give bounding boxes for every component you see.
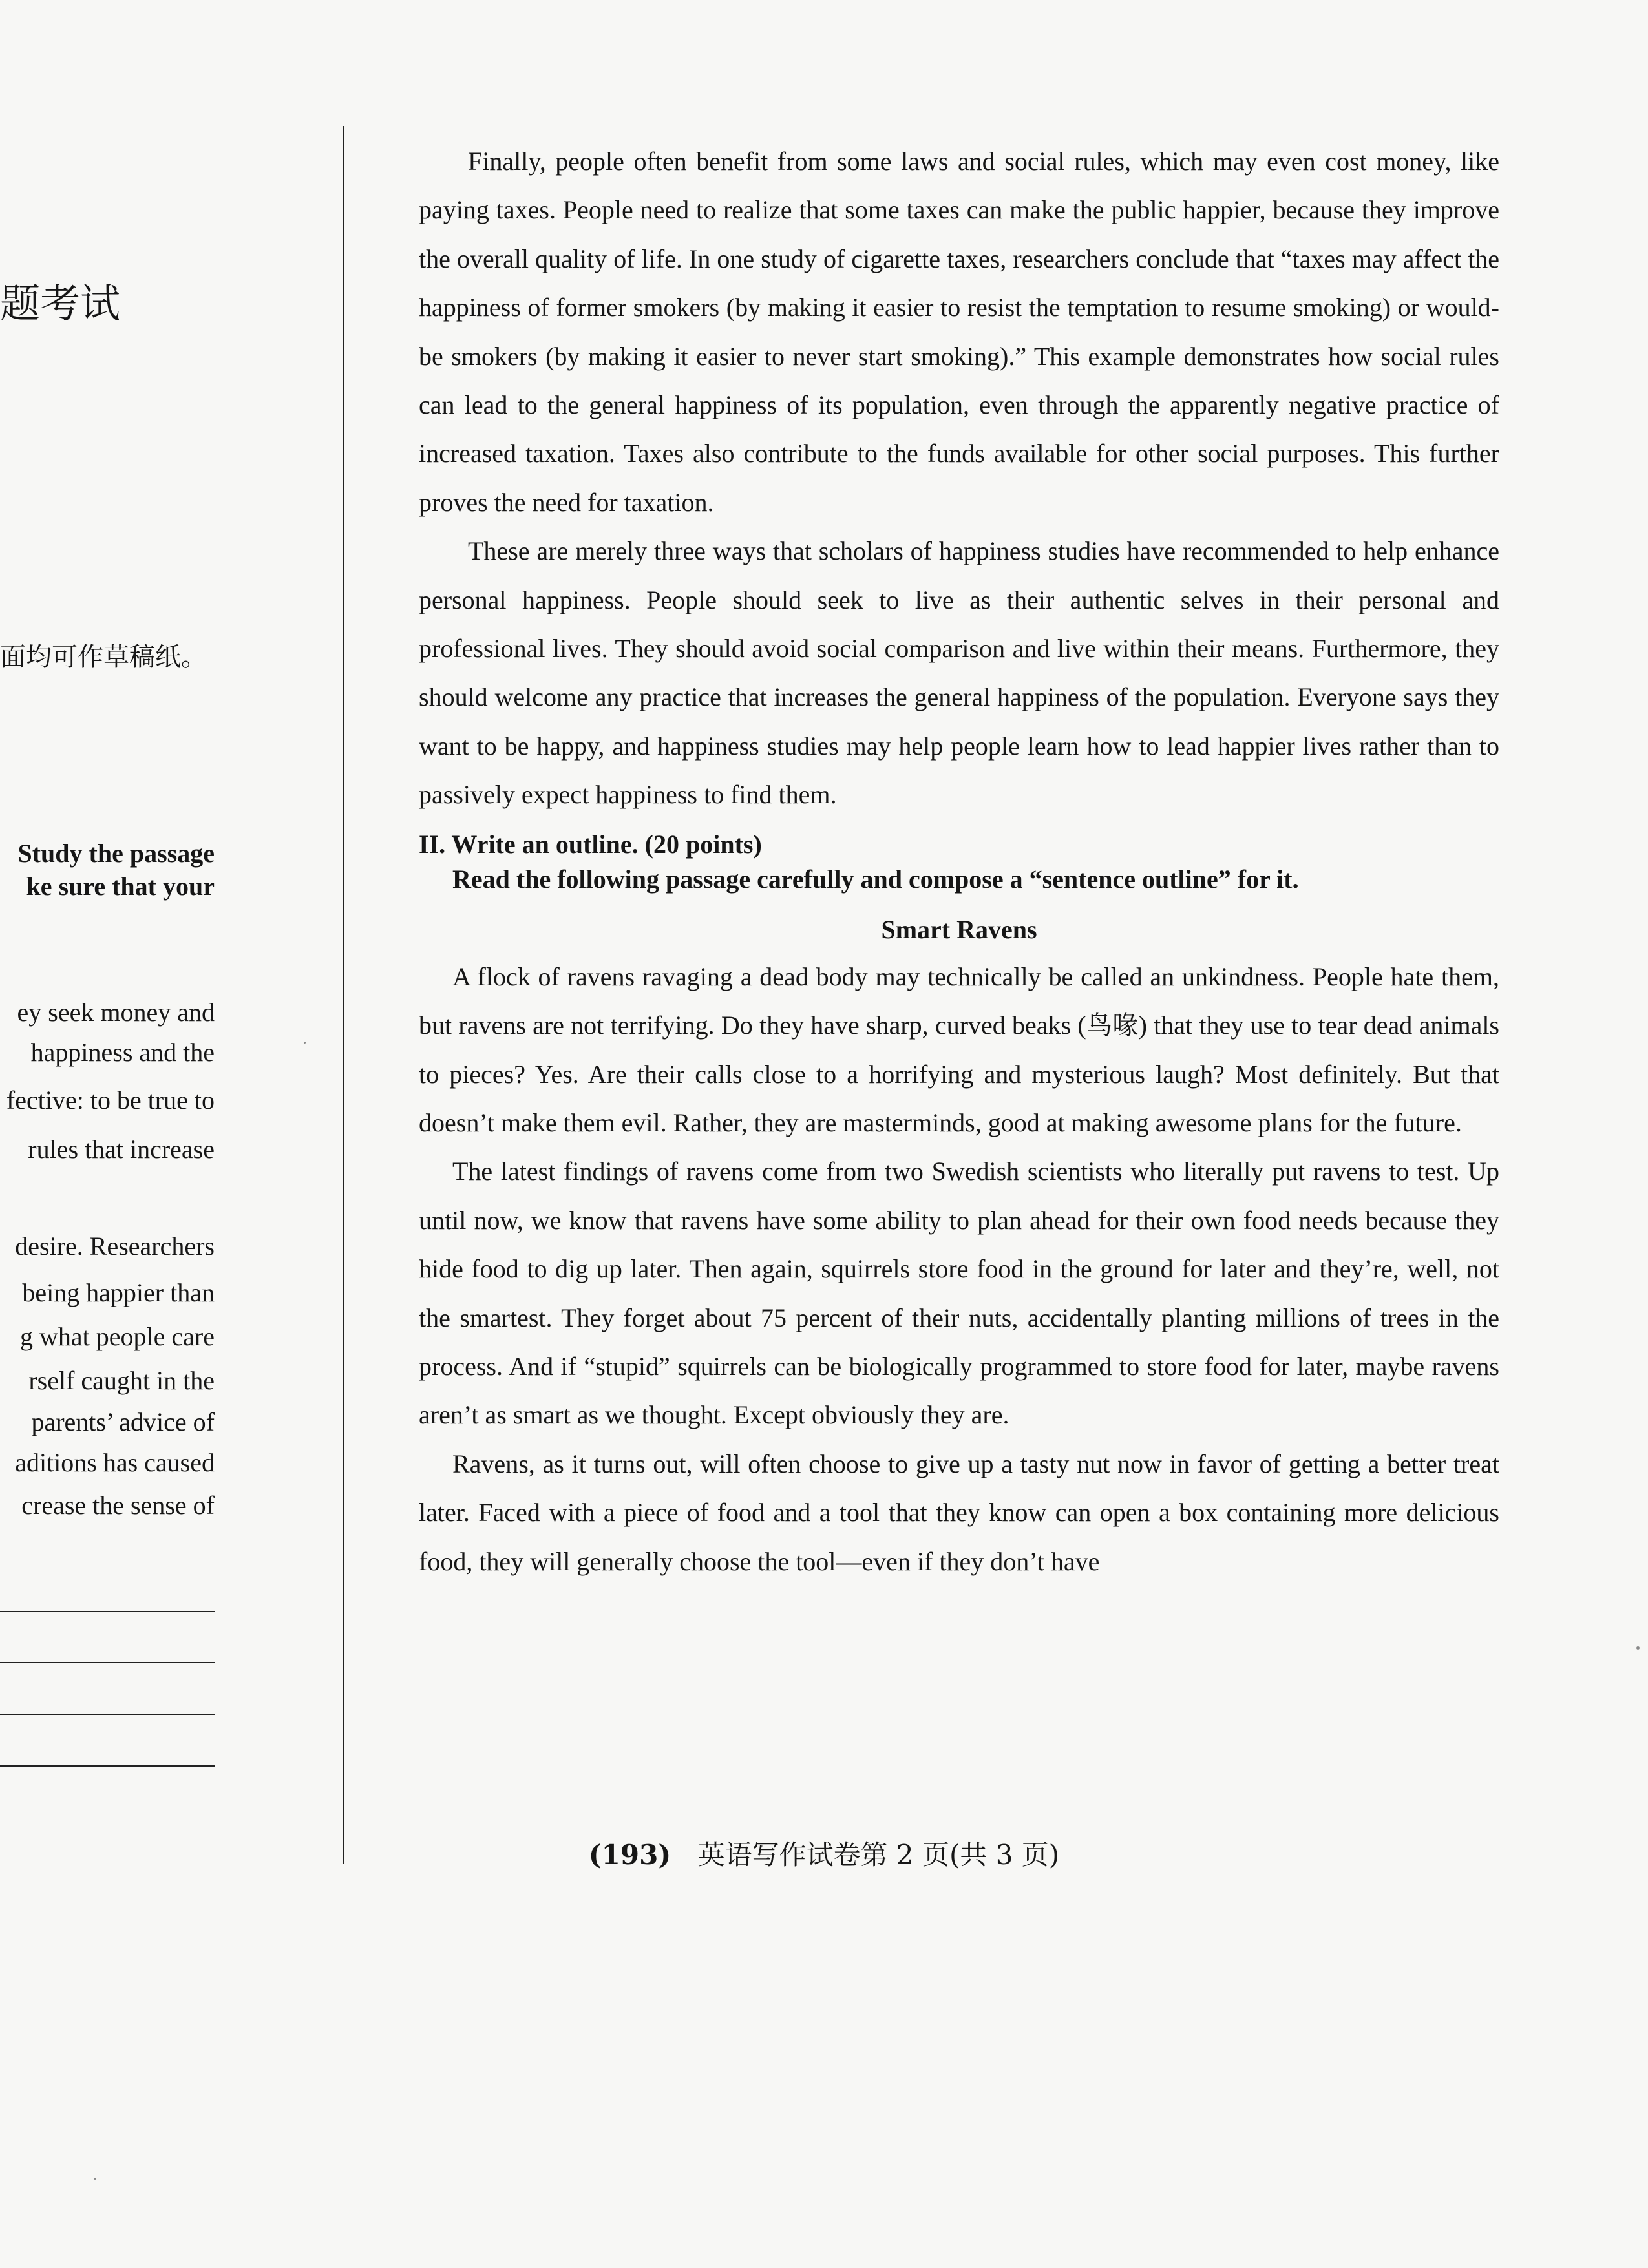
left-bold-line: Study the passage bbox=[17, 839, 215, 868]
page-footer bbox=[0, 1834, 1648, 1873]
left-line: ey seek money and bbox=[17, 998, 215, 1027]
left-title-fragment: 题考试 bbox=[0, 280, 121, 327]
left-line: being happier than bbox=[22, 1278, 215, 1307]
left-line: fective: to be true to bbox=[6, 1086, 215, 1115]
footer-text: 英语写作试卷第 2 页(共 3 页) bbox=[697, 1839, 1060, 1871]
column-divider bbox=[343, 126, 344, 1864]
section-instruction: Read the following passage carefully and compose a “sentence outline” for it. bbox=[452, 864, 1299, 894]
passage-title: Smart Ravens bbox=[881, 914, 1037, 944]
scan-speck bbox=[304, 1042, 306, 1044]
answer-line bbox=[0, 1662, 215, 1663]
left-line: happiness and the bbox=[30, 1038, 215, 1067]
left-bold-line: ke sure that your bbox=[26, 872, 215, 901]
scan-speck bbox=[94, 2178, 96, 2180]
section-heading: II. Write an outline. (20 points) bbox=[419, 829, 762, 859]
page-code: (193) bbox=[588, 1839, 671, 1871]
left-line: desire. Researchers bbox=[15, 1232, 215, 1261]
left-line: rself caught in the bbox=[28, 1366, 215, 1395]
left-line: rules that increase bbox=[28, 1135, 215, 1164]
left-line: g what people care bbox=[20, 1322, 215, 1351]
answer-line bbox=[0, 1765, 215, 1767]
left-line: aditions has caused bbox=[15, 1448, 215, 1477]
main-column bbox=[419, 137, 1499, 1586]
paragraph: These are merely three ways that scholars of happiness studies have recommended to help enhance personal happiness. People should seek to live as their authentic selves in their personal and professional lives. They should avoid social comparison and live within their means. Furthermore, they should welcome any practice that increases the general happiness of the population. Everyone says they want to be happy, and happiness studies may help people learn how to lead happier lives rather than to passively expect happiness to find them. bbox=[419, 536, 1499, 810]
left-line: parents’ advice of bbox=[31, 1407, 215, 1436]
paragraph: Ravens, as it turns out, will often choose to give up a tasty nut now in favor of getting a better treat later. Faced with a piece of food and a tool that they know can open a box containing more delicious food, they will generally choose the tool—even if they don’t have bbox=[419, 1449, 1499, 1576]
answer-line bbox=[0, 1611, 215, 1612]
left-line: crease the sense of bbox=[21, 1491, 215, 1520]
left-draft-note: 面均可作草稿纸。 bbox=[0, 642, 207, 672]
paragraph: Finally, people often benefit from some laws and social rules, which may even cost money, like paying taxes. People need to realize that some taxes can make the public happier, because they improve the overall quality of life. In one study of cigarette taxes, researchers conclude that “taxes may affect the happiness of former smokers (by making it easier to resist the temptation to resume smoking) or would-be smokers (by making it easier to never start smoking).” This example demonstrates how social rules can lead to the general happiness of its population, even through the apparently negative practice of increased taxation. Taxes also contribute to the funds available for other social purposes. This further proves the need for taxation. bbox=[419, 147, 1499, 517]
answer-line bbox=[0, 1714, 215, 1715]
paragraph: The latest findings of ravens come from two Swedish scientists who literally put ravens to test. Up until now, we know that ravens have some ability to plan ahead for their own food needs because they hide food to dig up later. Then again, squirrels store food in the ground for later and they’re, well, not the smartest. They forget about 75 percent of their nuts, accidentally planting millions of trees in the process. And if “stupid” squirrels can be biologically programmed to store food for later, maybe ravens aren’t as smart as we thought. Except obviously they are. bbox=[419, 1157, 1499, 1430]
paragraph: A flock of ravens ravaging a dead body may technically be called an unkindness. People hate them, but ravens are not terrifying. Do they have sharp, curved beaks (鸟喙) that they use to tear dead animals to pieces? Yes. Are their calls close to a horrifying and mysterious laugh? Most definitely. But that doesn’t make them evil. Rather, they are masterminds, good at making awesome plans for the future. bbox=[419, 961, 1499, 1137]
scan-speck bbox=[1636, 1646, 1640, 1650]
